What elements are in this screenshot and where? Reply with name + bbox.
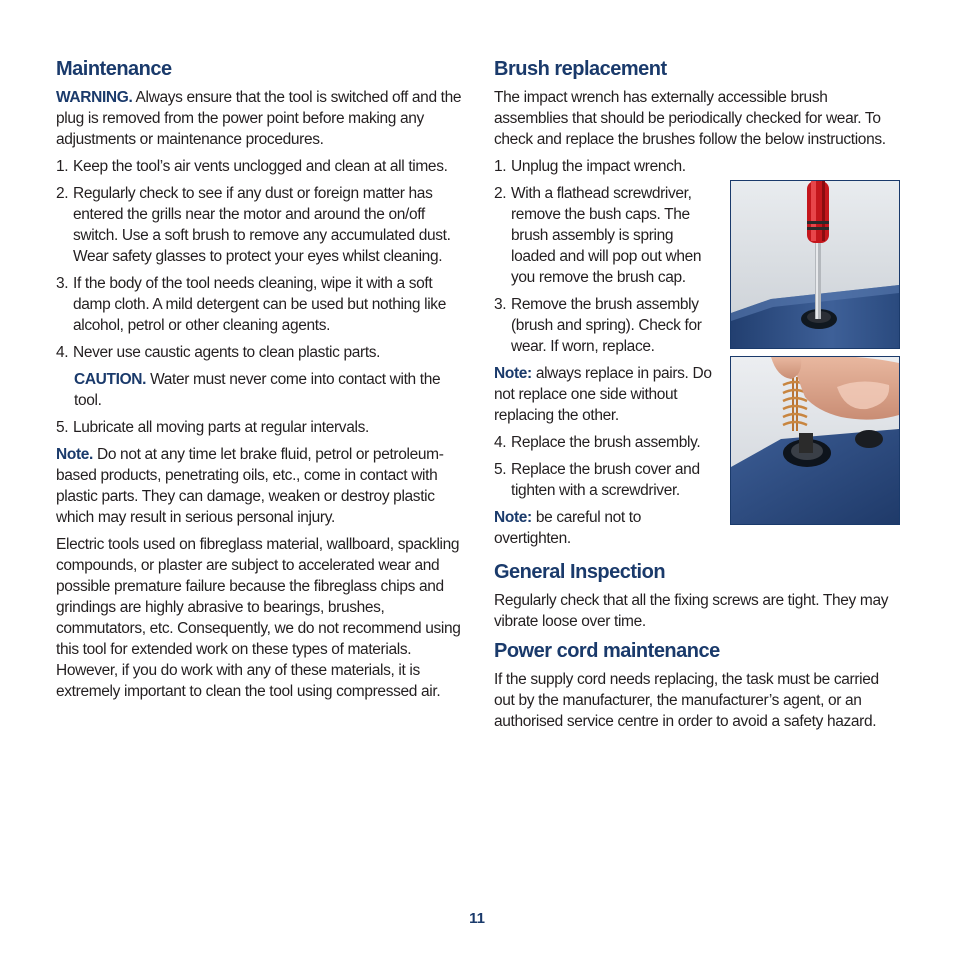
list-item [56, 156, 466, 177]
list-item [494, 432, 716, 453]
list-number: 4. [494, 434, 507, 451]
list-item [56, 342, 466, 363]
maintenance-heading: Maintenance [56, 58, 172, 80]
caution-label: CAUTION. [74, 371, 147, 388]
maintenance-section [56, 56, 466, 708]
electric-tools-paragraph: Electric tools used on fibreglass material, wallboard, spackling compounds, or plaster are subject to accelerated wear and possible premature failure because the fibreglass chips and grindings are highly abrasive to bearings, brushes, commutators, etc. Consequently, we do not recommend using this tool for extended work on these types of materials. However, if you do work with any of these materials, it is extremely important to clean the tool using compressed air. [56, 536, 461, 700]
list-item [56, 273, 466, 336]
list-text: With a flathead screwdriver, remove the bush caps. The brush assembly is spring loaded and will pop out when you remove the brush cap. [511, 185, 702, 286]
list-number: 3. [494, 296, 507, 313]
brush-intro: The impact wrench has externally accessible brush assemblies that should be periodically checked for wear. To check and replace the brushes follow the below instructions. [494, 89, 886, 148]
list-number: 5. [494, 461, 507, 478]
list-text: If the body of the tool needs cleaning, wipe it with a soft damp cloth. A mild detergent can be used but nothing like alcohol, petrol or other cleaning agents. [73, 275, 446, 334]
list-number: 2. [494, 185, 507, 202]
list-text: Replace the brush assembly. [511, 434, 701, 451]
warning-label: WARNING. [56, 89, 133, 106]
warning-text: Always ensure that the tool is switched off and the plug is removed from the power point before making any adjustments or maintenance procedures. [56, 89, 462, 148]
general-inspection-heading: General Inspection [494, 561, 666, 583]
brush-removal-photo [730, 356, 900, 525]
list-item [494, 294, 716, 357]
power-cord-heading: Power cord maintenance [494, 640, 720, 662]
list-item [494, 156, 716, 177]
list-number: 1. [56, 158, 69, 175]
list-item [494, 183, 716, 288]
general-inspection-text: Regularly check that all the fixing screws are tight. They may vibrate loose over time. [494, 592, 889, 630]
list-item [494, 459, 716, 501]
list-text: Unplug the impact wrench. [511, 158, 686, 175]
note-paragraph [56, 444, 466, 528]
list-item [56, 183, 466, 267]
list-text: Never use caustic agents to clean plastic parts. [73, 344, 381, 361]
list-item [56, 417, 466, 438]
note-paragraph [494, 363, 716, 426]
caution-paragraph [74, 369, 466, 411]
list-text: Keep the tool’s air vents unclogged and clean at all times. [73, 158, 448, 175]
note-label: Note: [494, 365, 532, 382]
list-number: 2. [56, 185, 69, 202]
list-number: 4. [56, 344, 69, 361]
list-number: 3. [56, 275, 69, 292]
brush-heading: Brush replacement [494, 58, 667, 80]
note-paragraph [494, 507, 716, 549]
list-text: Remove the brush assembly (brush and spring). Check for wear. If worn, replace. [511, 296, 702, 355]
list-text: Replace the brush cover and tighten with a screwdriver. [511, 461, 700, 499]
brush-steps [494, 156, 716, 549]
screwdriver-photo [730, 180, 900, 349]
note-label: Note: [494, 509, 532, 526]
power-cord-text: If the supply cord needs replacing, the task must be carried out by the manufacturer, the manufacturer’s agent, or an authorised service centre in order to avoid a safety hazard. [494, 671, 879, 730]
note-text: Do not at any time let brake fluid, petrol or petroleum-based products, penetrating oils, etc., come in contact with plastic parts. They can damage, weaken or destroy plastic which may result in serious personal injury. [56, 446, 444, 526]
list-number: 1. [494, 158, 507, 175]
warning-paragraph [56, 87, 466, 150]
list-text: Regularly check to see if any dust or foreign matter has entered the grills near the motor and around the on/off switch. Use a soft brush to remove any accumulated dust. Wear safety glasses to protect your eyes whilst cleaning. [73, 185, 451, 265]
caution-text: Water must never come into contact with the tool. [74, 371, 441, 409]
note-label: Note. [56, 446, 94, 463]
page-number: 11 [469, 910, 485, 927]
note-text: be careful not to overtighten. [494, 509, 642, 547]
list-number: 5. [56, 419, 69, 436]
list-text: Lubricate all moving parts at regular intervals. [73, 419, 369, 436]
note-text: always replace in pairs. Do not replace one side without replacing the other. [494, 365, 712, 424]
